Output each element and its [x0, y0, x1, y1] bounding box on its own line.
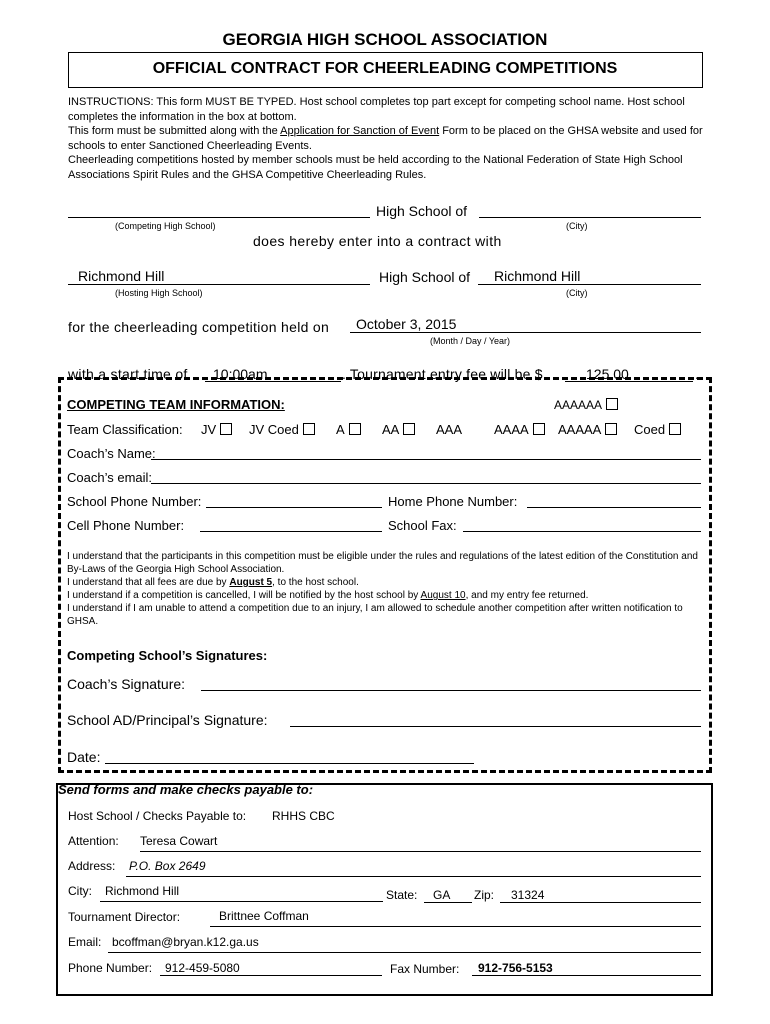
director-value[interactable]: Brittnee Coffman	[219, 909, 309, 923]
competition-date-field	[350, 332, 701, 333]
director-field	[210, 926, 701, 927]
checkbox-icon[interactable]	[606, 398, 618, 410]
fax-value[interactable]: 912-756-5153	[478, 961, 553, 975]
instructions-p1: INSTRUCTIONS: This form MUST BE TYPED. Host school completes top part except for competing school name. Host school completes the information in the box at bottom.	[68, 96, 685, 123]
held-on-label: for the cheerleading competition held on	[68, 319, 330, 335]
ack-fees: I understand that all fees are due by August 5, to the host school.	[67, 577, 359, 588]
home-phone-field[interactable]	[527, 507, 701, 508]
payment-heading: Send forms and make checks payable to:	[58, 782, 314, 797]
school-fax-field[interactable]	[463, 531, 701, 532]
home-phone-label: Home Phone Number:	[388, 494, 518, 509]
school-phone-field[interactable]	[206, 507, 382, 508]
class-a-option[interactable]: A	[336, 422, 361, 437]
city-label: City:	[68, 884, 92, 898]
state-label: State:	[386, 888, 418, 902]
hereby-text: does hereby enter into a contract with	[253, 233, 502, 249]
competing-caption: (Competing High School)	[115, 221, 216, 231]
ad-signature-label: School AD/Principal’s Signature:	[67, 712, 268, 728]
signatures-heading: Competing School’s Signatures:	[67, 648, 268, 663]
city-value[interactable]: Richmond Hill	[105, 884, 180, 898]
hosting-school-field	[68, 284, 370, 285]
fee-label: . Tournament entry fee will be $	[342, 366, 543, 382]
class-aa-option[interactable]: AA	[382, 422, 415, 437]
class-aaaaa-option[interactable]: AAAAA	[558, 422, 617, 437]
state-value[interactable]: GA	[433, 888, 451, 902]
phone-label: Phone Number:	[68, 961, 153, 975]
cell-phone-label: Cell Phone Number:	[67, 518, 185, 533]
date-caption: (Month / Day / Year)	[430, 336, 511, 346]
phone-field	[160, 975, 382, 976]
hosting-city-value[interactable]: Richmond Hill	[494, 268, 581, 284]
high-school-of-label: High School of	[376, 203, 468, 219]
coach-signature-label: Coach’s Signature:	[67, 676, 186, 692]
hosting-school-value[interactable]: Richmond Hill	[78, 268, 165, 284]
school-phone-label: School Phone Number:	[67, 494, 202, 509]
instructions-p3: Cheerleading competitions hosted by member schools must be held according to the National Federation of State High School Associations Spirit Rules and the GHSA Competitive Cheerleading Rules.	[68, 154, 683, 181]
coach-name-field[interactable]	[151, 459, 701, 460]
start-time-value[interactable]: 10:00am	[213, 366, 268, 382]
address-field	[126, 876, 701, 877]
address-label: Address:	[68, 859, 116, 873]
ack-eligibility: I understand that the participants in this competition must be eligible under the rules and regulations of the latest edition of the Constitution and By-Laws of the Georgia High School Association.	[67, 551, 698, 575]
class-coed-option[interactable]: Coed	[634, 422, 681, 437]
hosting-city-field	[478, 284, 701, 285]
acknowledgments	[67, 550, 707, 628]
coach-email-field[interactable]	[151, 483, 701, 484]
fax-label: Fax Number:	[390, 962, 460, 976]
instructions	[68, 95, 708, 182]
cell-phone-field[interactable]	[200, 531, 382, 532]
director-label: Tournament Director:	[68, 910, 181, 924]
association-title: GEORGIA HIGH SCHOOL ASSOCIATION	[222, 30, 548, 49]
payable-value[interactable]: RHHS CBC	[272, 809, 335, 823]
checkbox-icon[interactable]	[303, 423, 315, 435]
payable-label: Host School / Checks Payable to:	[68, 809, 247, 823]
checkbox-icon[interactable]	[533, 423, 545, 435]
attention-field	[140, 851, 701, 852]
entry-fee-value[interactable]: 125.00	[586, 366, 629, 382]
competition-date-value[interactable]: October 3, 2015	[356, 316, 457, 332]
checkbox-icon[interactable]	[349, 423, 361, 435]
attention-value[interactable]: Teresa Cowart	[140, 834, 218, 848]
competing-city-field[interactable]	[479, 217, 701, 218]
fee-period: .	[695, 366, 699, 382]
state-field	[424, 902, 472, 903]
date-label: Date:	[67, 749, 101, 765]
phone-value[interactable]: 912-459-5080	[165, 961, 240, 975]
ack-cancellation: I understand if a competition is cancelled, I will be notified by the host school by August 10, and my entry fee returned.	[67, 590, 589, 601]
checkbox-icon[interactable]	[403, 423, 415, 435]
school-fax-label: School Fax:	[388, 518, 457, 533]
hosting-caption: (Hosting High School)	[115, 288, 203, 298]
city-caption: (City)	[566, 221, 588, 231]
checkbox-icon[interactable]	[669, 423, 681, 435]
ad-signature-field[interactable]	[290, 726, 701, 727]
email-label: Email:	[68, 935, 102, 949]
contract-title: OFFICIAL CONTRACT FOR CHEERLEADING COMPETITIONS	[152, 60, 618, 77]
team-classification-label: Team Classification:	[67, 422, 183, 437]
start-time-label: with a start time of	[68, 366, 188, 382]
zip-label: Zip:	[474, 888, 495, 902]
zip-field	[500, 902, 701, 903]
class-aaaa-option[interactable]: AAAA	[494, 422, 545, 437]
address-value[interactable]: P.O. Box 2649	[129, 859, 206, 873]
class-jv-option[interactable]: JV	[201, 422, 232, 437]
competing-school-field[interactable]	[68, 217, 370, 218]
signature-date-field[interactable]	[105, 763, 474, 764]
coach-signature-field[interactable]	[201, 690, 701, 691]
city-field	[100, 901, 383, 902]
class-aaaaaa-option[interactable]: AAAAAA	[554, 398, 618, 412]
high-school-of-label-2: High School of	[379, 269, 471, 285]
email-field	[108, 952, 701, 953]
checkbox-icon[interactable]	[605, 423, 617, 435]
ack-injury: I understand if I am unable to attend a competition due to an injury, I am allowed to schedule another competition after written notification to GHSA.	[67, 603, 683, 627]
application-link[interactable]: Application for Sanction of Event	[280, 125, 440, 137]
checkbox-icon[interactable]	[220, 423, 232, 435]
class-jv-coed-option[interactable]: JV Coed	[249, 422, 315, 437]
team-info-heading: COMPETING TEAM INFORMATION:	[67, 397, 285, 412]
attention-label: Attention:	[68, 834, 119, 848]
email-value[interactable]: bcoffman@bryan.k12.ga.us	[112, 935, 259, 949]
zip-value[interactable]: 31324	[511, 888, 545, 902]
coach-name-label: Coach’s Name:	[67, 446, 156, 461]
fax-field	[472, 975, 701, 976]
coach-email-label: Coach’s email:	[67, 470, 153, 485]
instructions-p2: This form must be submitted along with the Application for Sanction of Event Form to be placed on the GHSA website and used for schools to enter Sanctioned Cheerleading Events.	[68, 125, 703, 152]
class-aaa-option[interactable]: AAA	[436, 422, 463, 437]
city-caption-2: (City)	[566, 288, 588, 298]
